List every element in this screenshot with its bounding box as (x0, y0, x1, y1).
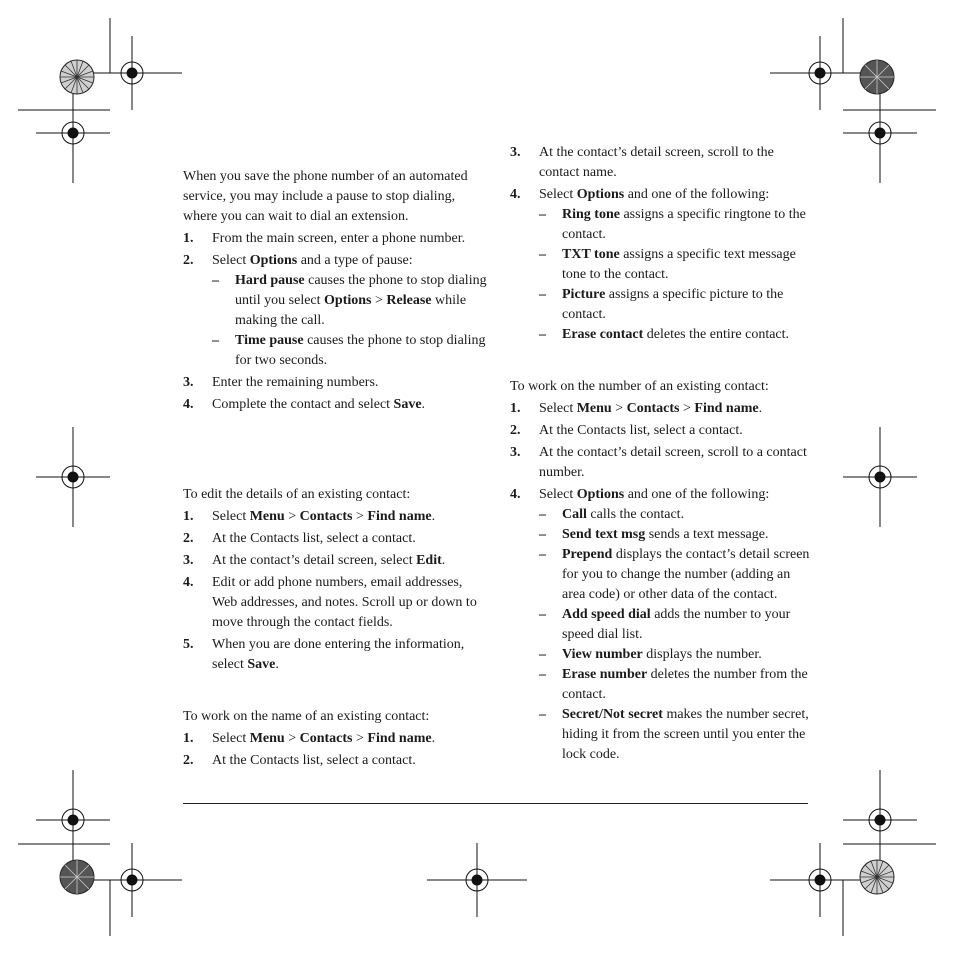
list-item: 2. At the Contacts list, select a contact. (183, 753, 416, 768)
number-intro: To work on the number of an existing contact: (510, 379, 769, 394)
pause-options (212, 271, 488, 371)
number-options (539, 505, 810, 765)
list-item: – Send text msg sends a text message. (539, 527, 769, 542)
list-item: 4. Edit or add phone numbers, email addresses, Web addresses, and notes. Scroll up or down to move through the contact fields. (183, 575, 477, 630)
name-intro: To work on the name of an existing contact: (183, 709, 430, 724)
edit-intro: To edit the details of an existing contact: (183, 487, 411, 502)
list-item: 3. Enter the remaining numbers. (183, 375, 379, 390)
name-steps-right (510, 143, 810, 345)
list-item: – TXT tone assigns a specific text message tone to the contact. (539, 247, 796, 282)
right-column (510, 143, 810, 765)
list-item: – Add speed dial adds the number to your speed dial list. (539, 607, 791, 642)
edit-steps (183, 507, 488, 675)
list-item: 5. When you are done entering the information, select Save. (183, 637, 465, 672)
left-column (183, 167, 488, 771)
list-item: 1. Select Menu > Contacts > Find name. (183, 509, 436, 524)
name-options (539, 205, 810, 345)
list-item: 4. Select Options and one of the following: – Call calls the contact. – Send text msg sends a text message. – Prepend displays the contact’s detail screen for you to change the number (adding an area code) or other data of the contact. – Add speed dial adds the number to your speed dial list. – View number displays the number. – Erase number deletes the number from the contact. – Secret/Not secret makes the number secret, hiding it from the screen until you enter the lock code. (510, 485, 810, 765)
list-item: 3. At the contact’s detail screen, select Edit. (183, 553, 446, 568)
list-item: – Call calls the contact. (539, 507, 685, 522)
list-item: – Secret/Not secret makes the number secret, hiding it from the screen until you enter the lock code. (539, 707, 809, 762)
footer-rule (183, 803, 808, 804)
list-item: 1. Select Menu > Contacts > Find name. (183, 731, 436, 746)
list-item: – Picture assigns a specific picture to the contact. (539, 287, 784, 322)
number-steps (510, 399, 810, 765)
list-item: 2. At the Contacts list, select a contact. (510, 423, 743, 438)
list-item: – Time pause causes the phone to stop dialing for two seconds. (212, 333, 486, 368)
list-item: 1. Select Menu > Contacts > Find name. (510, 401, 763, 416)
list-item: – Erase contact deletes the entire contact. (539, 327, 790, 342)
list-item: – Erase number deletes the number from the contact. (539, 667, 808, 702)
list-item: – Hard pause causes the phone to stop dialing until you select Options > Release while making the call. (212, 273, 487, 328)
name-steps-left (183, 729, 488, 771)
list-item: 3. At the contact’s detail screen, scroll to the contact name. (510, 145, 774, 180)
list-item: 1. From the main screen, enter a phone number. (183, 231, 466, 246)
list-item: 2. Select Options and a type of pause: – Hard pause causes the phone to stop dialing until you select Options > Release while making the call. – Time pause causes the phone to stop dialing for two seconds. (183, 251, 488, 371)
list-item: 3. At the contact’s detail screen, scroll to a contact number. (510, 445, 807, 480)
list-item: 4. Complete the contact and select Save. (183, 397, 426, 412)
list-item: 2. At the Contacts list, select a contact. (183, 531, 416, 546)
list-item: – Prepend displays the contact’s detail screen for you to change the number (adding an area code) or other data of the contact. (539, 547, 810, 602)
list-item: – View number displays the number. (539, 647, 762, 662)
pause-steps (183, 229, 488, 415)
list-item: 4. Select Options and one of the following: – Ring tone assigns a specific ringtone to the contact. – TXT tone assigns a specific text message tone to the contact. – Picture assigns a specific picture to the contact. – Erase contact deletes the entire contact. (510, 185, 810, 345)
pause-intro: When you save the phone number of an automated service, you may include a pause to stop dialing, where you can wait to dial an extension. (183, 169, 468, 224)
list-item: – Ring tone assigns a specific ringtone to the contact. (539, 207, 806, 242)
